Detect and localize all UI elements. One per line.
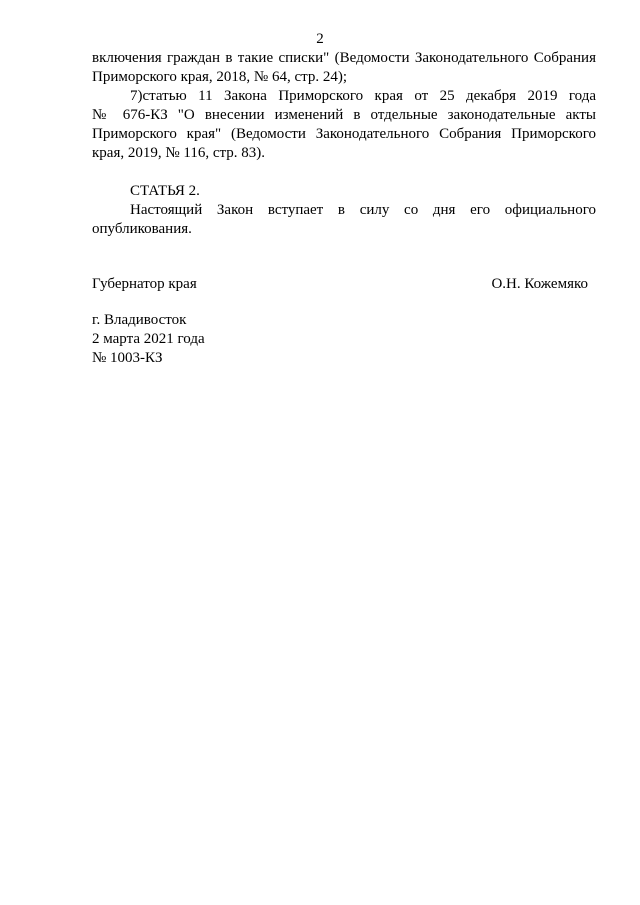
text-line: Приморского края" (Ведомости Законодательного Собрания Приморского — [92, 126, 596, 142]
text-line: включения граждан в такие списки" (Ведомости Законодательного Собрания — [92, 50, 596, 66]
text-line: Приморского края, 2018, № 64, стр. 24); — [92, 69, 348, 85]
text-line: Настоящий Закон вступает в силу со дня его официального — [130, 202, 596, 218]
signature-block — [92, 275, 596, 294]
law-number: № 1003-КЗ — [92, 350, 163, 366]
city: г. Владивосток — [92, 312, 187, 328]
page-number: 2 — [316, 31, 324, 47]
text-line: края, 2019, № 116, стр. 83). — [92, 145, 265, 161]
document-body — [92, 49, 596, 239]
text-line: 7)статью 11 Закона Приморского края от 25 декабря 2019 года — [130, 88, 596, 104]
signatory-title: Губернатор края — [92, 276, 197, 292]
list-item-continuation — [92, 49, 596, 87]
text-line: опубликования. — [92, 221, 192, 237]
date: 2 марта 2021 года — [92, 331, 205, 347]
article-2-heading: СТАТЬЯ 2. — [130, 183, 200, 199]
list-item-7 — [92, 87, 596, 163]
text-line: № 676-КЗ "О внесении изменений в отдельные законодательные акты — [92, 107, 596, 123]
place-date-block — [92, 311, 205, 368]
article-2-text — [92, 201, 596, 239]
signatory-name: О.Н. Кожемяко — [491, 276, 588, 292]
